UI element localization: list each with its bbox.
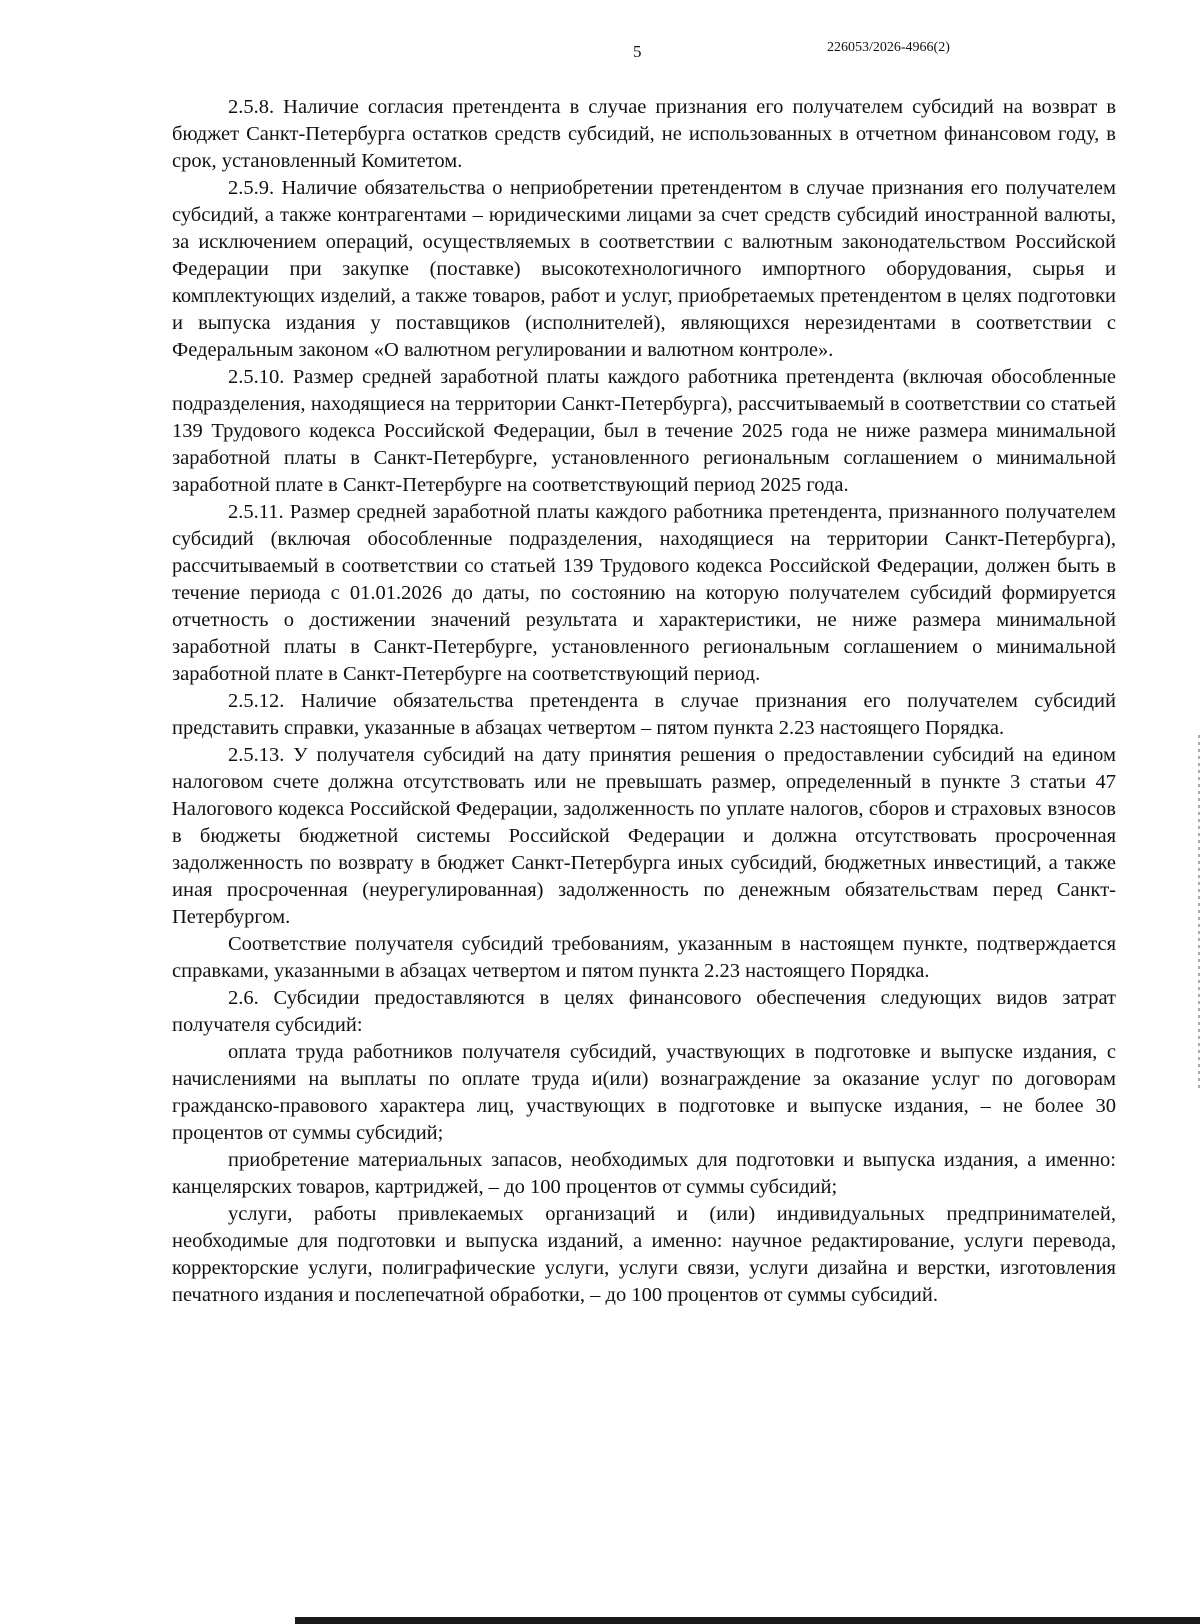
paragraph-2-5-10: 2.5.10. Размер средней заработной платы каждого работника претендента (включая обособленные подразделения, находящиеся на территории Санкт-Петербурга), рассчитываемый в соответствии со статьей 139 Трудового кодекса Российской Федерации, был в течение 2025 года не ниже размера минимальной заработной платы в Санкт-Петербурге, установленного региональным соглашением о минимальной заработной плате в Санкт-Петербурге на соответствующий период 2025 года. <box>172 366 1116 496</box>
paragraph-2-5-13: 2.5.13. У получателя субсидий на дату принятия решения о предоставлении субсидий на едином налоговом счете должна отсутствовать или не превышать размер, определенный в пункте 3 статьи 47 Налогового кодекса Российской Федерации, задолженность по уплате налогов, сборов и страховых взносов в бюджеты бюджетной системы Российской Федерации и должна отсутствовать просроченная задолженность по возврату в бюджет Санкт-Петербурга иных субсидий, бюджетных инвестиций, а также иная просроченная (неурегулированная) задолженность по денежным обязательствам перед Санкт-Петербургом. <box>172 744 1116 928</box>
paragraph-expense-labor: оплата труда работников получателя субсидий, участвующих в подготовке и выпуске издания, с начислениями на выплаты по оплате труда и(или) вознаграждение за оказание услуг по договорам гражданско-правового характера лиц, участвующих в подготовке и выпуске издания, – не более 30 процентов от суммы субсидий; <box>172 1041 1116 1144</box>
registration-number: 226053/2026-4966(2) <box>827 40 950 55</box>
paragraph-2-5-12: 2.5.12. Наличие обязательства претендента в случае признания его получателем субсидий представить справки, указанные в абзацах четвертом – пятом пункта 2.23 настоящего Порядка. <box>172 690 1116 739</box>
scan-bottom-bar <box>295 1617 1200 1624</box>
page-number: 5 <box>633 42 642 61</box>
paragraph-2-6: 2.6. Субсидии предоставляются в целях финансового обеспечения следующих видов затрат получателя субсидий: <box>172 987 1116 1036</box>
paragraph-2-5-8: 2.5.8. Наличие согласия претендента в случае признания его получателем субсидий на возврат в бюджет Санкт-Петербурга остатков средств субсидий, не использованных в отчетном финансовом году, в срок, установленный Комитетом. <box>172 96 1116 172</box>
paragraph-expense-materials: приобретение материальных запасов, необходимых для подготовки и выпуска издания, а именно: канцелярских товаров, картриджей, – до 100 процентов от суммы субсидий; <box>172 1149 1116 1198</box>
document-body <box>172 94 1116 1309</box>
paragraph-2-5-9: 2.5.9. Наличие обязательства о неприобретении претендентом в случае признания его получателем субсидий, а также контрагентами – юридическими лицами за счет средств субсидий иностранной валюты, за исключением операций, осуществляемых в соответствии с валютным законодательством Российской Федерации при закупке (поставке) высокотехнологичного импортного оборудования, сырья и комплектующих изделий, а также товаров, работ и услуг, приобретаемых претендентом в целях подготовки и выпуска издания у поставщиков (исполнителей), являющихся нерезидентами в соответствии с Федеральным законом «О валютном регулировании и валютном контроле». <box>172 177 1116 361</box>
paragraph-compliance: Соответствие получателя субсидий требованиям, указанным в настоящем пункте, подтверждается справками, указанными в абзацах четвертом и пятом пункта 2.23 настоящего Порядка. <box>172 933 1116 982</box>
paragraph-expense-services: услуги, работы привлекаемых организаций и (или) индивидуальных предпринимателей, необходимые для подготовки и выпуска изданий, а именно: научное редактирование, услуги перевода, корректорские услуги, полиграфические услуги, услуги связи, услуги дизайна и верстки, изготовления печатного издания и послепечатной обработки, – до 100 процентов от суммы субсидий. <box>172 1203 1116 1306</box>
paragraph-2-5-11: 2.5.11. Размер средней заработной платы каждого работника претендента, признанного получателем субсидий (включая обособленные подразделения, находящиеся на территории Санкт-Петербурга), рассчитываемый в соответствии со статьей 139 Трудового кодекса Российской Федерации, должен быть в течение периода с 01.01.2026 до даты, по состоянию на которую получателем субсидий формируется отчетность о достижении значений результата и характеристики, не ниже размера минимальной заработной платы в Санкт-Петербурге, установленного региональным соглашением о минимальной заработной плате в Санкт-Петербурге на соответствующий период. <box>172 501 1116 685</box>
